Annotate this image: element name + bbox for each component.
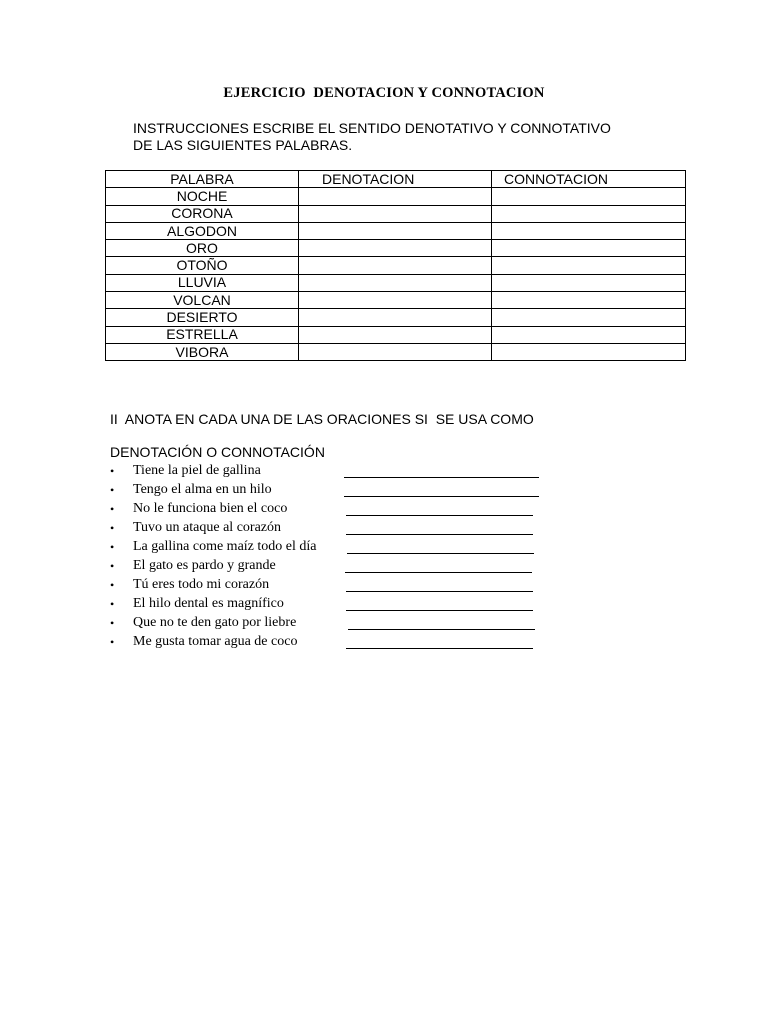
- list-item: [110, 633, 550, 652]
- bullet-icon: •: [110, 559, 115, 573]
- answer-blank[interactable]: [346, 534, 533, 535]
- answer-blank[interactable]: [346, 648, 533, 649]
- bullet-icon: •: [110, 502, 115, 516]
- sentence-text: El hilo dental es magnífico: [133, 596, 284, 611]
- denotation-answer-cell[interactable]: [299, 326, 492, 343]
- word-cell: VOLCAN: [106, 292, 299, 309]
- bullet-icon: •: [110, 483, 115, 497]
- connotation-answer-cell[interactable]: [492, 343, 686, 360]
- list-item: [110, 500, 550, 519]
- bullet-icon: •: [110, 540, 115, 554]
- answer-blank[interactable]: [346, 610, 533, 611]
- words-table: [105, 170, 686, 361]
- worksheet-title: EJERCICIO DENOTACION Y CONNOTACION: [223, 85, 545, 101]
- bullet-icon: •: [110, 521, 115, 535]
- sentence-text: Me gusta tomar agua de coco: [133, 634, 298, 649]
- connotation-answer-cell[interactable]: [492, 292, 686, 309]
- list-item: [110, 538, 550, 557]
- denotation-answer-cell[interactable]: [299, 343, 492, 360]
- sentence-text: Que no te den gato por liebre: [133, 615, 297, 630]
- connotation-answer-cell[interactable]: [492, 257, 686, 274]
- header-denotacion: DENOTACION: [299, 171, 492, 188]
- connotation-answer-cell[interactable]: [492, 205, 686, 222]
- header-palabra: PALABRA: [106, 171, 299, 188]
- denotation-answer-cell[interactable]: [299, 257, 492, 274]
- header-connotacion: CONNOTACION: [492, 171, 686, 188]
- answer-blank[interactable]: [347, 553, 534, 554]
- word-cell: ESTRELLA: [106, 326, 299, 343]
- section-2-heading: II ANOTA EN CADA UNA DE LAS ORACIONES SI SE USA COMO: [110, 411, 534, 427]
- list-item: [110, 481, 550, 500]
- answer-blank[interactable]: [346, 591, 533, 592]
- connotation-answer-cell[interactable]: [492, 240, 686, 257]
- table-row: [106, 292, 686, 309]
- sentence-text: Tiene la piel de gallina: [133, 463, 261, 478]
- list-item: [110, 462, 550, 481]
- connotation-answer-cell[interactable]: [492, 188, 686, 205]
- denotation-answer-cell[interactable]: [299, 188, 492, 205]
- bullet-icon: •: [110, 464, 115, 478]
- denotation-answer-cell[interactable]: [299, 309, 492, 326]
- list-item: [110, 576, 550, 595]
- denotation-answer-cell[interactable]: [299, 240, 492, 257]
- section-2-subheading: DENOTACIÓN O CONNOTACIÓN: [110, 444, 325, 460]
- word-cell: ALGODON: [106, 222, 299, 239]
- bullet-icon: •: [110, 578, 115, 592]
- list-item: [110, 557, 550, 576]
- word-cell: LLUVIA: [106, 274, 299, 291]
- instructions-line-2: DE LAS SIGUIENTES PALABRAS.: [133, 136, 353, 153]
- denotation-answer-cell[interactable]: [299, 205, 492, 222]
- answer-blank[interactable]: [346, 515, 533, 516]
- list-item: [110, 614, 550, 633]
- table-row: [106, 205, 686, 222]
- word-cell: CORONA: [106, 205, 299, 222]
- answer-blank[interactable]: [345, 572, 532, 573]
- instructions-line-1: INSTRUCCIONES ESCRIBE EL SENTIDO DENOTATIVO Y CONNOTATIVO: [133, 120, 611, 136]
- table-row: [106, 274, 686, 291]
- sentence-text: El gato es pardo y grande: [133, 558, 276, 573]
- answer-blank[interactable]: [344, 477, 539, 478]
- table-body: [106, 188, 686, 361]
- bullet-icon: •: [110, 597, 115, 611]
- table-row: [106, 309, 686, 326]
- connotation-answer-cell[interactable]: [492, 274, 686, 291]
- sentence-list: [110, 462, 550, 652]
- table-row: [106, 326, 686, 343]
- sentence-text: Tengo el alma en un hilo: [133, 482, 272, 497]
- bullet-icon: •: [110, 635, 115, 649]
- word-cell: VIBORA: [106, 343, 299, 360]
- connotation-answer-cell[interactable]: [492, 309, 686, 326]
- word-cell: OTOÑO: [106, 257, 299, 274]
- word-cell: NOCHE: [106, 188, 299, 205]
- sentence-text: No le funciona bien el coco: [133, 501, 288, 516]
- table-row: [106, 257, 686, 274]
- sentence-text: Tú eres todo mi corazón: [133, 577, 270, 592]
- table-header-row: [106, 171, 686, 188]
- table-row: [106, 343, 686, 360]
- connotation-answer-cell[interactable]: [492, 326, 686, 343]
- answer-blank[interactable]: [348, 629, 535, 630]
- denotation-answer-cell[interactable]: [299, 274, 492, 291]
- denotation-answer-cell[interactable]: [299, 222, 492, 239]
- sentence-text: La gallina come maíz todo el día: [133, 539, 317, 554]
- bullet-icon: •: [110, 616, 115, 630]
- list-item: [110, 519, 550, 538]
- word-cell: DESIERTO: [106, 309, 299, 326]
- list-item: [110, 595, 550, 614]
- denotation-answer-cell[interactable]: [299, 292, 492, 309]
- sentence-text: Tuvo un ataque al corazón: [133, 520, 281, 535]
- table-row: [106, 188, 686, 205]
- table-row: [106, 240, 686, 257]
- answer-blank[interactable]: [344, 496, 539, 497]
- word-cell: ORO: [106, 240, 299, 257]
- instructions: [133, 120, 693, 153]
- table-row: [106, 222, 686, 239]
- connotation-answer-cell[interactable]: [492, 222, 686, 239]
